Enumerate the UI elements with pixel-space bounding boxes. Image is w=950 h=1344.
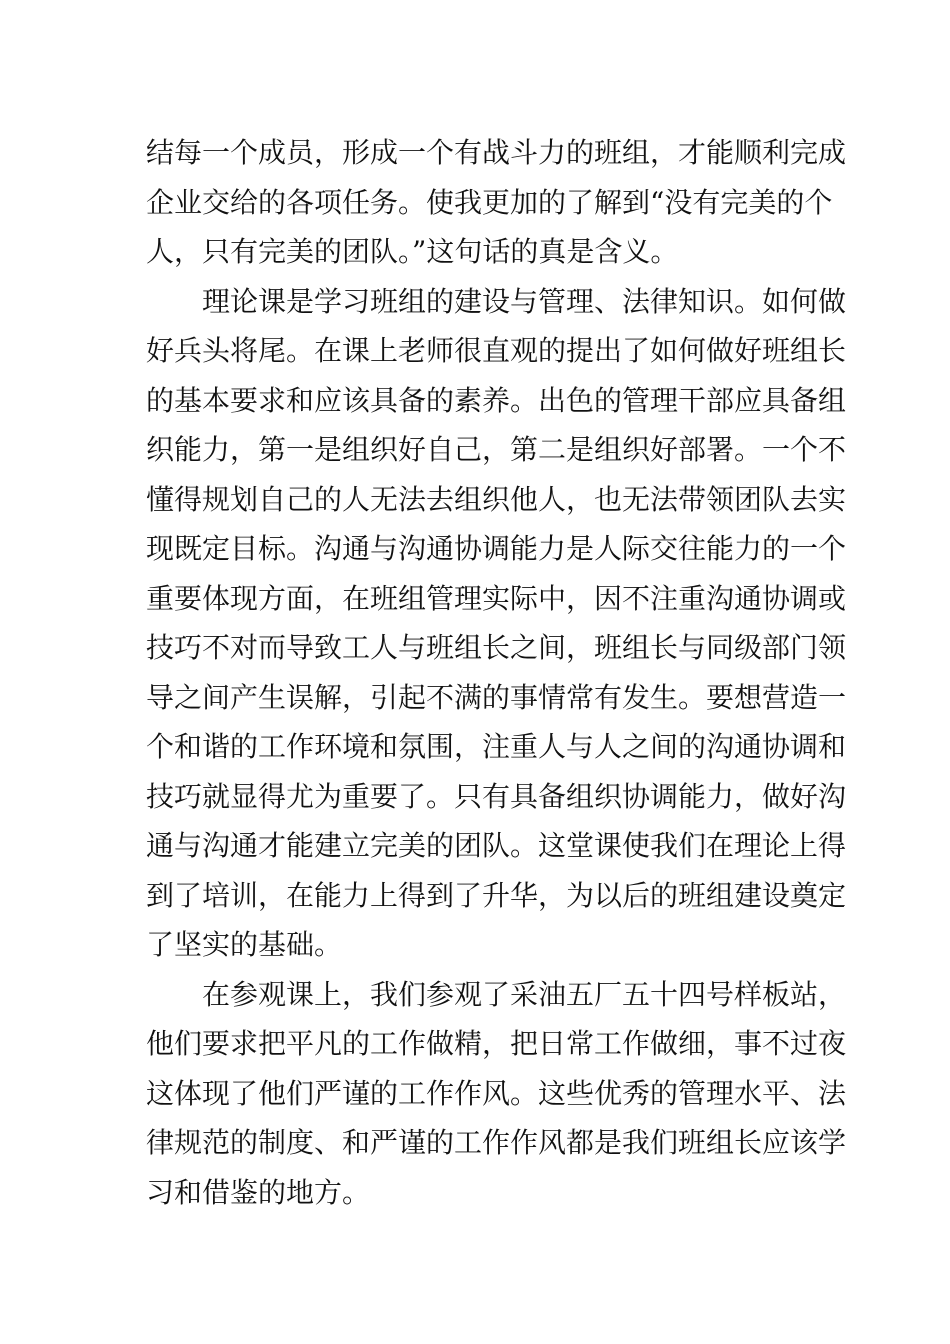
text-line: 习和借鉴的地方。 [146, 1175, 371, 1209]
text-line: 重要体现方面，在班组管理实际中，因不注重沟通协调或 [146, 581, 847, 615]
text-line: 通与沟通才能建立完美的团队。这堂课使我们在理论上得 [146, 829, 847, 862]
text-line: 好兵头将尾。在课上老师很直观的提出了如何做好班组长 [146, 334, 847, 367]
text-line: 导之间产生误解，引起不满的事情常有发生。要想营造一 [146, 680, 847, 714]
text-line: 企业交给的各项任务。使我更加的了解到“没有完美的个 [146, 185, 833, 219]
text-line: 懂得规划自己的人无法去组织他人，也无法带领团队去实 [146, 482, 847, 516]
paragraph-start-line: 在参观课上，我们参观了采油五厂五十四号样板站， [202, 977, 847, 1011]
text-line: 律规范的制度、和严谨的工作作风都是我们班组长应该学 [146, 1126, 847, 1159]
text-line: 技巧就显得尤为重要了。只有具备组织协调能力，做好沟 [146, 779, 847, 813]
text-line: 现既定目标。沟通与沟通协调能力是人际交往能力的一个 [146, 532, 847, 565]
text-line: 的基本要求和应该具备的素养。出色的管理干部应具备组 [146, 383, 847, 417]
text-line: 织能力，第一是组织好自己，第二是组织好部署。一个不 [146, 433, 847, 466]
body-text [146, 128, 847, 1217]
text-line: 结每一个成员，形成一个有战斗力的班组，才能顺利完成 [146, 136, 847, 169]
text-line: 他们要求把平凡的工作做精，把日常工作做细，事不过夜 [146, 1027, 847, 1060]
text-line: 个和谐的工作环境和氛围，注重人与人之间的沟通协调和 [146, 730, 847, 763]
paragraph-start-line: 理论课是学习班组的建设与管理、法律知识。如何做 [202, 284, 847, 318]
text-line: 到了培训，在能力上得到了升华，为以后的班组建设奠定 [146, 878, 847, 912]
text-line: 技巧不对而导致工人与班组长之间，班组长与同级部门领 [146, 631, 847, 664]
text-line: 这体现了他们严谨的工作作风。这些优秀的管理水平、法 [146, 1076, 847, 1110]
text-line: 人，只有完美的团队。”这句话的真是含义。 [146, 235, 679, 268]
text-line: 了坚实的基础。 [146, 928, 343, 961]
